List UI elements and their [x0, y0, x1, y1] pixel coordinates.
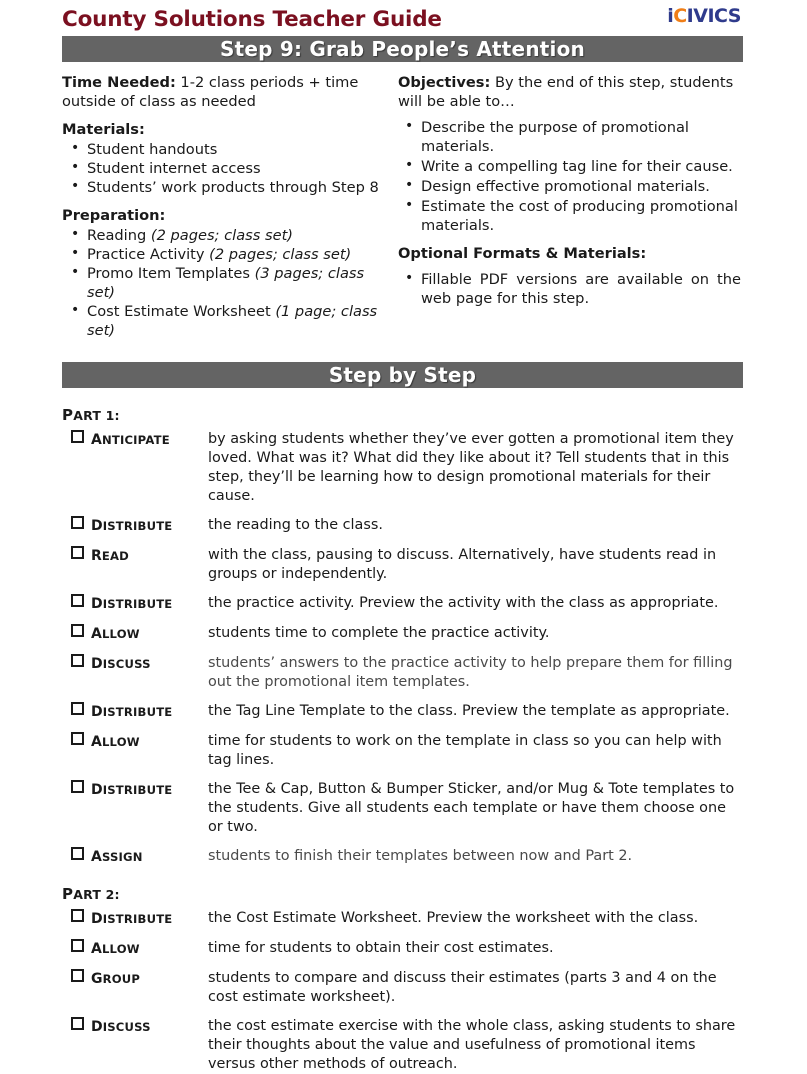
- overview-left-column: [62, 73, 398, 340]
- list-item-text: Reading: [87, 227, 151, 244]
- step-action[interactable]: [62, 732, 208, 752]
- step-action[interactable]: [62, 939, 208, 959]
- step-title-banner: Step 9: Grab People’s Attention: [62, 36, 743, 62]
- step-action-initial: R: [91, 548, 102, 564]
- step-text: time for students to obtain their cost estimates.: [208, 940, 554, 956]
- checkbox-icon[interactable]: [71, 847, 84, 860]
- step-text: students time to complete the practice activity.: [208, 625, 550, 641]
- step-row[interactable]: [62, 594, 743, 614]
- step-action-rest: ISTRIBUTE: [102, 912, 173, 926]
- step-row[interactable]: [62, 780, 743, 837]
- list-item-note: (2 pages; class set): [150, 227, 293, 244]
- list-item-text: Practice Activity: [87, 246, 210, 263]
- list-item: [62, 140, 388, 159]
- step-text: the Tee & Cap, Button & Bumper Sticker, and/or Mug & Tote templates to the students. Give all students each template or have them choose one or two.: [208, 781, 735, 835]
- step-row[interactable]: [62, 969, 743, 1007]
- step-text: the Cost Estimate Worksheet. Preview the worksheet with the class.: [208, 910, 699, 926]
- step-action[interactable]: [62, 909, 208, 929]
- materials-list: [62, 140, 388, 197]
- list-item-text: Promo Item Templates: [87, 265, 255, 282]
- optional-formats-list: [398, 270, 743, 308]
- logo-letter-c: C: [673, 5, 687, 27]
- step-action-rest: ISTRIBUTE: [102, 519, 173, 533]
- checkbox-icon[interactable]: [71, 732, 84, 745]
- list-item: [62, 159, 388, 178]
- step-action-initial: D: [91, 518, 103, 534]
- list-item: [398, 157, 743, 176]
- step-action-initial: A: [91, 734, 102, 750]
- step-action-initial: G: [91, 971, 103, 987]
- checkbox-icon[interactable]: [71, 1017, 84, 1030]
- part-2-label: [62, 885, 743, 903]
- step-action-rest: ISTRIBUTE: [102, 783, 173, 797]
- step-row[interactable]: [62, 909, 743, 929]
- step-row[interactable]: [62, 654, 743, 692]
- step-action-rest: LLOW: [101, 942, 140, 956]
- list-item-text: Student handouts: [87, 141, 218, 158]
- list-item: [62, 302, 388, 340]
- objectives-label: Objectives:: [398, 74, 491, 91]
- list-item-note: (1 page; class set): [87, 303, 378, 339]
- list-item: [398, 118, 743, 156]
- checkbox-icon[interactable]: [71, 702, 84, 715]
- step-text: time for students to work on the template in class so you can help with tag lines.: [208, 733, 722, 768]
- checkbox-icon[interactable]: [71, 546, 84, 559]
- step-action-rest: ISCUSS: [102, 657, 151, 671]
- list-item-text: Estimate the cost of producing promotional materials.: [421, 198, 738, 234]
- step-row[interactable]: [62, 430, 743, 506]
- step-action-initial: D: [91, 911, 103, 927]
- preparation-list: [62, 226, 388, 340]
- step-action-initial: A: [91, 626, 102, 642]
- list-item: [62, 245, 388, 264]
- logo-letters-ivics: IVICS: [686, 5, 741, 27]
- step-action-rest: ISCUSS: [102, 1020, 151, 1034]
- step-row[interactable]: [62, 516, 743, 536]
- step-action-initial: A: [91, 432, 102, 448]
- step-action-rest: SSIGN: [101, 850, 143, 864]
- step-action[interactable]: [62, 969, 208, 989]
- step-action[interactable]: [62, 1017, 208, 1037]
- checkbox-icon[interactable]: [71, 939, 84, 952]
- step-action-rest: LLOW: [101, 735, 140, 749]
- preparation-heading: Preparation:: [62, 207, 166, 224]
- step-action[interactable]: [62, 546, 208, 566]
- step-text: the reading to the class.: [208, 517, 383, 533]
- step-row[interactable]: [62, 847, 743, 867]
- step-text: students to compare and discuss their estimates (parts 3 and 4 on the cost estimate worksheet).: [208, 970, 717, 1005]
- list-item-text: Cost Estimate Worksheet: [87, 303, 276, 320]
- step-action-initial: D: [91, 1019, 103, 1035]
- list-item-text: Describe the purpose of promotional materials.: [421, 119, 689, 155]
- overview-section: [62, 73, 743, 340]
- step-action-initial: D: [91, 596, 103, 612]
- step-text: students to finish their templates between now and Part 2.: [208, 848, 633, 864]
- part-label-initial: P: [62, 885, 74, 903]
- step-text: the cost estimate exercise with the whole class, asking students to share their thoughts about the value and usefulness of promotional items versus other methods of outreach.: [208, 1018, 736, 1072]
- step-action-rest: EAD: [101, 549, 130, 563]
- step-text: the practice activity. Preview the activity with the class as appropriate.: [208, 595, 719, 611]
- checkbox-icon[interactable]: [71, 594, 84, 607]
- list-item-note: (2 pages; class set): [209, 246, 352, 263]
- step-row[interactable]: [62, 732, 743, 770]
- list-item: [62, 264, 388, 302]
- step-text: by asking students whether they’ve ever gotten a promotional item they loved. What was it? What did they like about it? Tell students that in this step, they’ll be learning how to design promotional materials for their cause.: [208, 431, 734, 504]
- checkbox-icon[interactable]: [71, 624, 84, 637]
- checkbox-icon[interactable]: [71, 780, 84, 793]
- step-row[interactable]: [62, 939, 743, 959]
- optional-formats-heading: Optional Formats & Materials:: [398, 245, 647, 262]
- list-item-text: Design effective promotional materials.: [421, 178, 710, 195]
- checkbox-icon[interactable]: [71, 516, 84, 529]
- step-row[interactable]: [62, 1017, 743, 1074]
- list-item: [398, 270, 743, 308]
- list-item: [398, 177, 743, 196]
- step-action[interactable]: [62, 654, 208, 674]
- step-by-step-list: [62, 406, 743, 1074]
- step-action-initial: D: [91, 704, 103, 720]
- step-text: the Tag Line Template to the class. Preview the template as appropriate.: [208, 703, 730, 719]
- checkbox-icon[interactable]: [71, 654, 84, 667]
- step-row[interactable]: [62, 546, 743, 584]
- step-action[interactable]: [62, 624, 208, 644]
- time-needed-value: 1-2 class periods + time outside of class as needed: [62, 74, 359, 110]
- step-action-initial: D: [91, 782, 103, 798]
- checkbox-icon[interactable]: [71, 969, 84, 982]
- list-item: [62, 178, 388, 197]
- step-row[interactable]: [62, 624, 743, 644]
- list-item-text: Student internet access: [87, 160, 261, 177]
- list-item: [62, 226, 388, 245]
- list-item-note: (3 pages; class set): [87, 265, 365, 301]
- objectives-list: [398, 118, 743, 235]
- objectives: [398, 73, 743, 111]
- step-action-rest: ISTRIBUTE: [102, 597, 173, 611]
- step-action-initial: D: [91, 656, 103, 672]
- document-header: [62, 0, 743, 36]
- list-item-text: Write a compelling tag line for their cause.: [421, 158, 733, 175]
- part-label-rest: ART 2:: [73, 887, 120, 902]
- step-action-rest: ISTRIBUTE: [102, 705, 173, 719]
- part-label-initial: P: [62, 406, 74, 424]
- overview-right-column: [398, 73, 743, 340]
- objectives-value: By the end of this step, students will be able to…: [398, 74, 734, 110]
- step-action-rest: ROUP: [102, 972, 141, 986]
- checkbox-icon[interactable]: [71, 909, 84, 922]
- step-action[interactable]: [62, 516, 208, 536]
- step-text: students’ answers to the practice activity to help prepare them for filling out the promotional item templates.: [208, 655, 733, 690]
- part-1-label: [62, 406, 743, 424]
- step-action[interactable]: [62, 780, 208, 800]
- icivics-logo: [667, 7, 741, 26]
- step-action[interactable]: [62, 594, 208, 614]
- step-text: with the class, pausing to discuss. Alternatively, have students read in groups or independently.: [208, 547, 717, 582]
- step-action-rest: LLOW: [101, 627, 140, 641]
- step-action-initial: A: [91, 941, 102, 957]
- checkbox-icon[interactable]: [71, 430, 84, 443]
- step-action[interactable]: [62, 430, 208, 450]
- time-needed-label: Time Needed:: [62, 74, 176, 91]
- step-by-step-banner: Step by Step: [62, 362, 743, 388]
- step-action[interactable]: [62, 847, 208, 867]
- step-action[interactable]: [62, 702, 208, 722]
- step-row[interactable]: [62, 702, 743, 722]
- list-item-text: Fillable PDF versions are available on the web page for this step.: [421, 271, 741, 307]
- part-label-rest: ART 1:: [73, 408, 120, 423]
- logo-letter-i: i: [667, 5, 674, 27]
- list-item-text: Students’ work products through Step 8: [87, 179, 379, 196]
- materials-heading: Materials:: [62, 121, 145, 138]
- step-action-rest: NTICIPATE: [101, 433, 170, 447]
- time-needed: [62, 73, 388, 111]
- list-item: [398, 197, 743, 235]
- step-action-initial: A: [91, 849, 102, 865]
- page-title: County Solutions Teacher Guide: [62, 7, 442, 32]
